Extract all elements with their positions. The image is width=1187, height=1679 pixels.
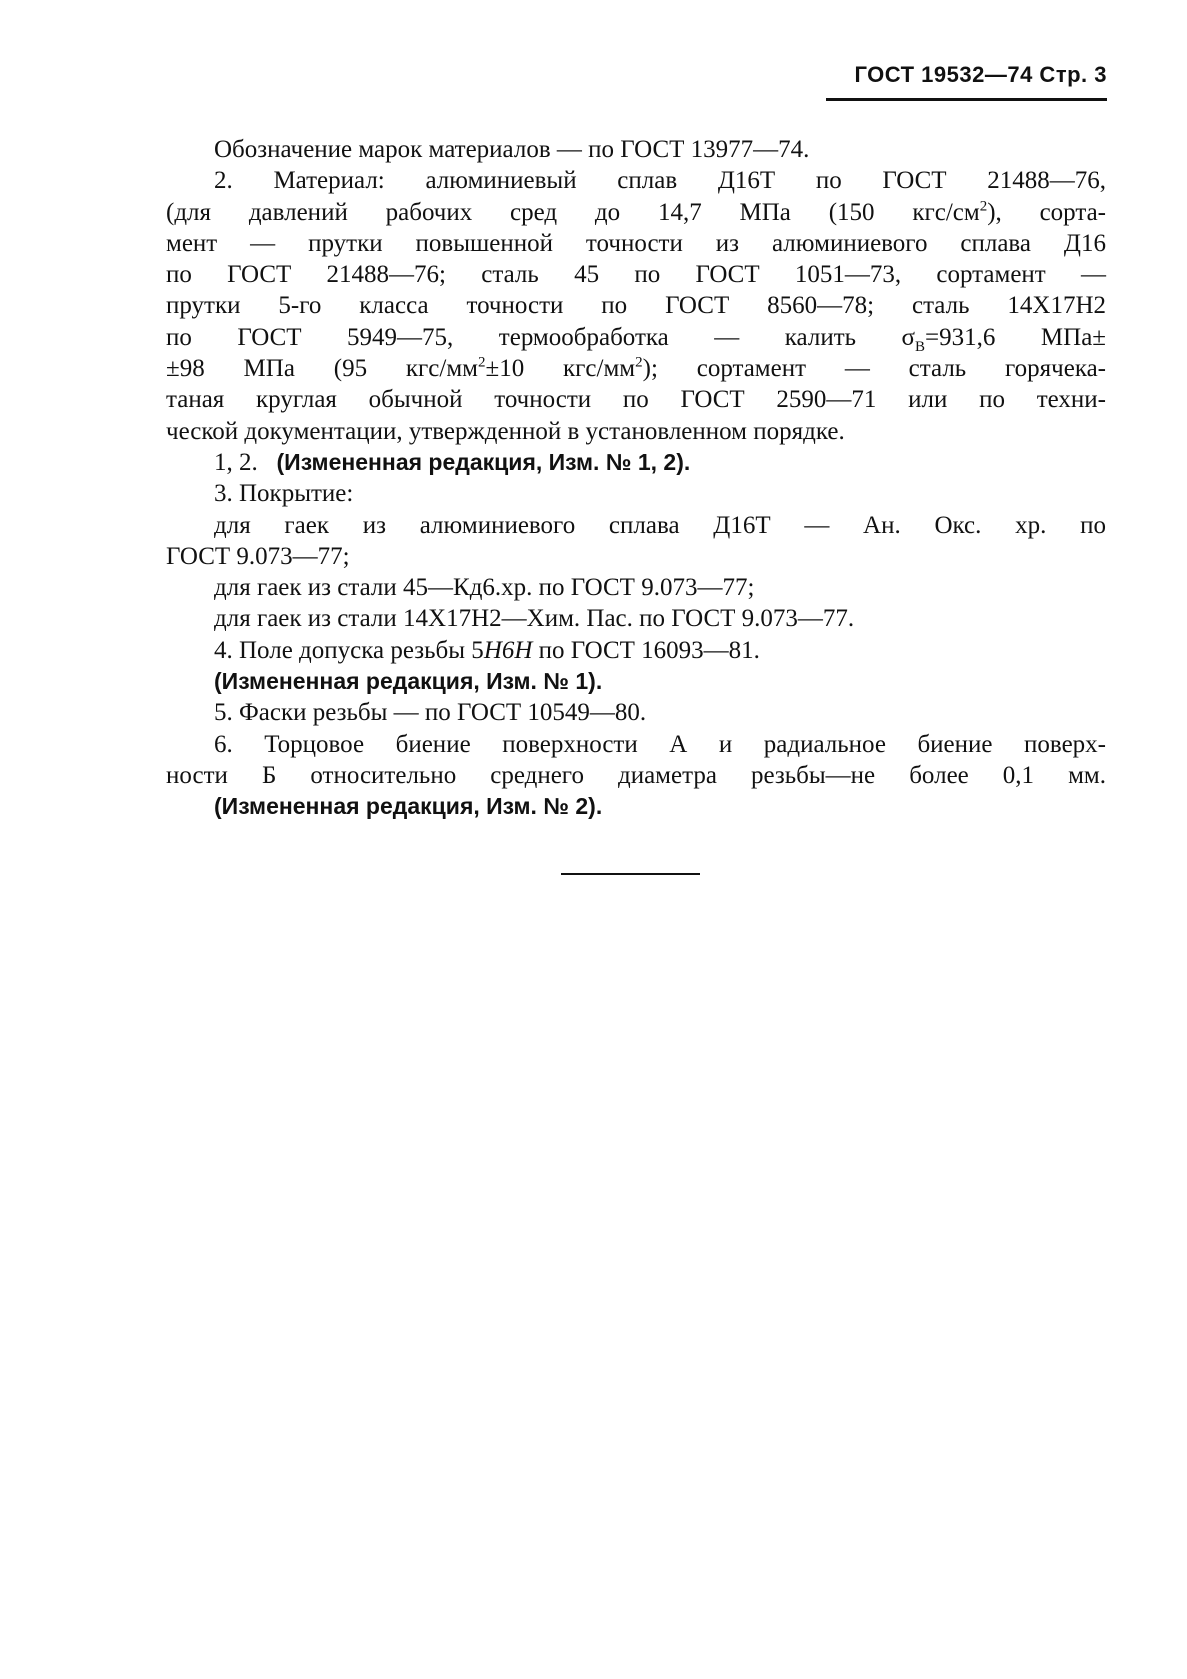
text-line xyxy=(166,572,1106,603)
line-text: 3. Покрытие: xyxy=(214,480,354,508)
text-line xyxy=(166,384,1106,415)
line-text: ±98 МПа (95 кгс/мм xyxy=(166,355,478,383)
text-line xyxy=(166,603,1106,634)
text-line xyxy=(166,322,1106,353)
amendment-note: (Измененная редакция, Изм. № 1). xyxy=(214,668,603,695)
line-text: для гаек из алюминиевого сплава Д16Т — Ан. Окс. хр. по xyxy=(214,511,1106,539)
text-line xyxy=(166,447,1106,478)
line-text: ±10 кгс/мм xyxy=(485,355,636,383)
amendment-note: (Измененная редакция, Изм. № 1, 2). xyxy=(276,448,691,475)
text-line xyxy=(166,760,1106,791)
line-text: по ГОСТ 16093—81. xyxy=(532,636,760,664)
line-text: по ГОСТ 21488—76; сталь 45 по ГОСТ 1051—73, сортамент — xyxy=(166,261,1106,289)
text-line xyxy=(166,697,1106,728)
line-text: 6. Торцовое биение поверхности А и радиальное биение поверх- xyxy=(214,730,1106,758)
line-text: ГОСТ 9.073—77; xyxy=(166,542,350,570)
text-line xyxy=(166,510,1106,541)
text-line xyxy=(166,134,1106,165)
text-line xyxy=(166,290,1106,321)
text-line xyxy=(166,666,1106,697)
page-header: ГОСТ 19532—74 Стр. 3 xyxy=(854,62,1107,87)
document-body xyxy=(166,134,1106,823)
line-text: прутки 5-го класса точности по ГОСТ 8560—78; сталь 14Х17Н2 xyxy=(166,292,1106,320)
text-line xyxy=(166,541,1106,572)
line-text: 1, 2. xyxy=(214,448,258,476)
line-text: 2. Материал: алюминиевый сплав Д16Т по ГОСТ 21488—76, xyxy=(214,167,1106,195)
superscript: 2 xyxy=(477,354,486,371)
text-line xyxy=(166,197,1106,228)
end-rule xyxy=(561,873,700,875)
text-line xyxy=(166,353,1106,384)
text-line xyxy=(166,791,1106,822)
line-text: по ГОСТ 5949—75, термообработка — калить σ xyxy=(166,323,916,351)
subscript: В xyxy=(915,338,926,355)
superscript: 2 xyxy=(635,354,643,371)
text-line xyxy=(166,165,1106,196)
line-text: таная круглая обычной точности по ГОСТ 2590—71 или по техни- xyxy=(166,386,1106,414)
line-text: мент — прутки повышенной точности из алюминиевого сплава Д16 xyxy=(166,229,1106,257)
line-text: 5. Фаски резьбы — по ГОСТ 10549—80. xyxy=(214,699,647,727)
text-line xyxy=(166,416,1106,447)
line-text: для гаек из стали 14Х17Н2—Хим. Пас. по ГОСТ 9.073—77. xyxy=(214,605,855,633)
text-line xyxy=(166,228,1106,259)
line-text: для гаек из стали 45—Кд6.хр. по ГОСТ 9.073—77; xyxy=(214,574,755,602)
line-text: =931,6 МПа± xyxy=(925,323,1107,351)
line-text: ности Б относительно среднего диаметра резьбы—не более 0,1 мм. xyxy=(166,761,1106,789)
line-text: Обозначение марок материалов — по ГОСТ 13977—74. xyxy=(214,136,810,163)
text-line xyxy=(166,259,1106,290)
line-text: ческой документации, утвержденной в установленном порядке. xyxy=(166,417,845,445)
text-line xyxy=(166,478,1106,509)
text-line xyxy=(166,635,1106,666)
header-rule xyxy=(826,98,1107,101)
italic-text: Н6Н xyxy=(483,636,533,664)
line-text: 4. Поле допуска резьбы 5 xyxy=(214,636,484,664)
line-text: (для давлений рабочих сред до 14,7 МПа (150 кгс/см xyxy=(166,198,980,226)
line-text: ); сортамент — сталь горячека- xyxy=(642,355,1107,383)
line-text: ), сорта- xyxy=(987,198,1106,226)
text-line xyxy=(166,729,1106,760)
superscript: 2 xyxy=(979,198,988,215)
amendment-note: (Измененная редакция, Изм. № 2). xyxy=(214,793,603,820)
